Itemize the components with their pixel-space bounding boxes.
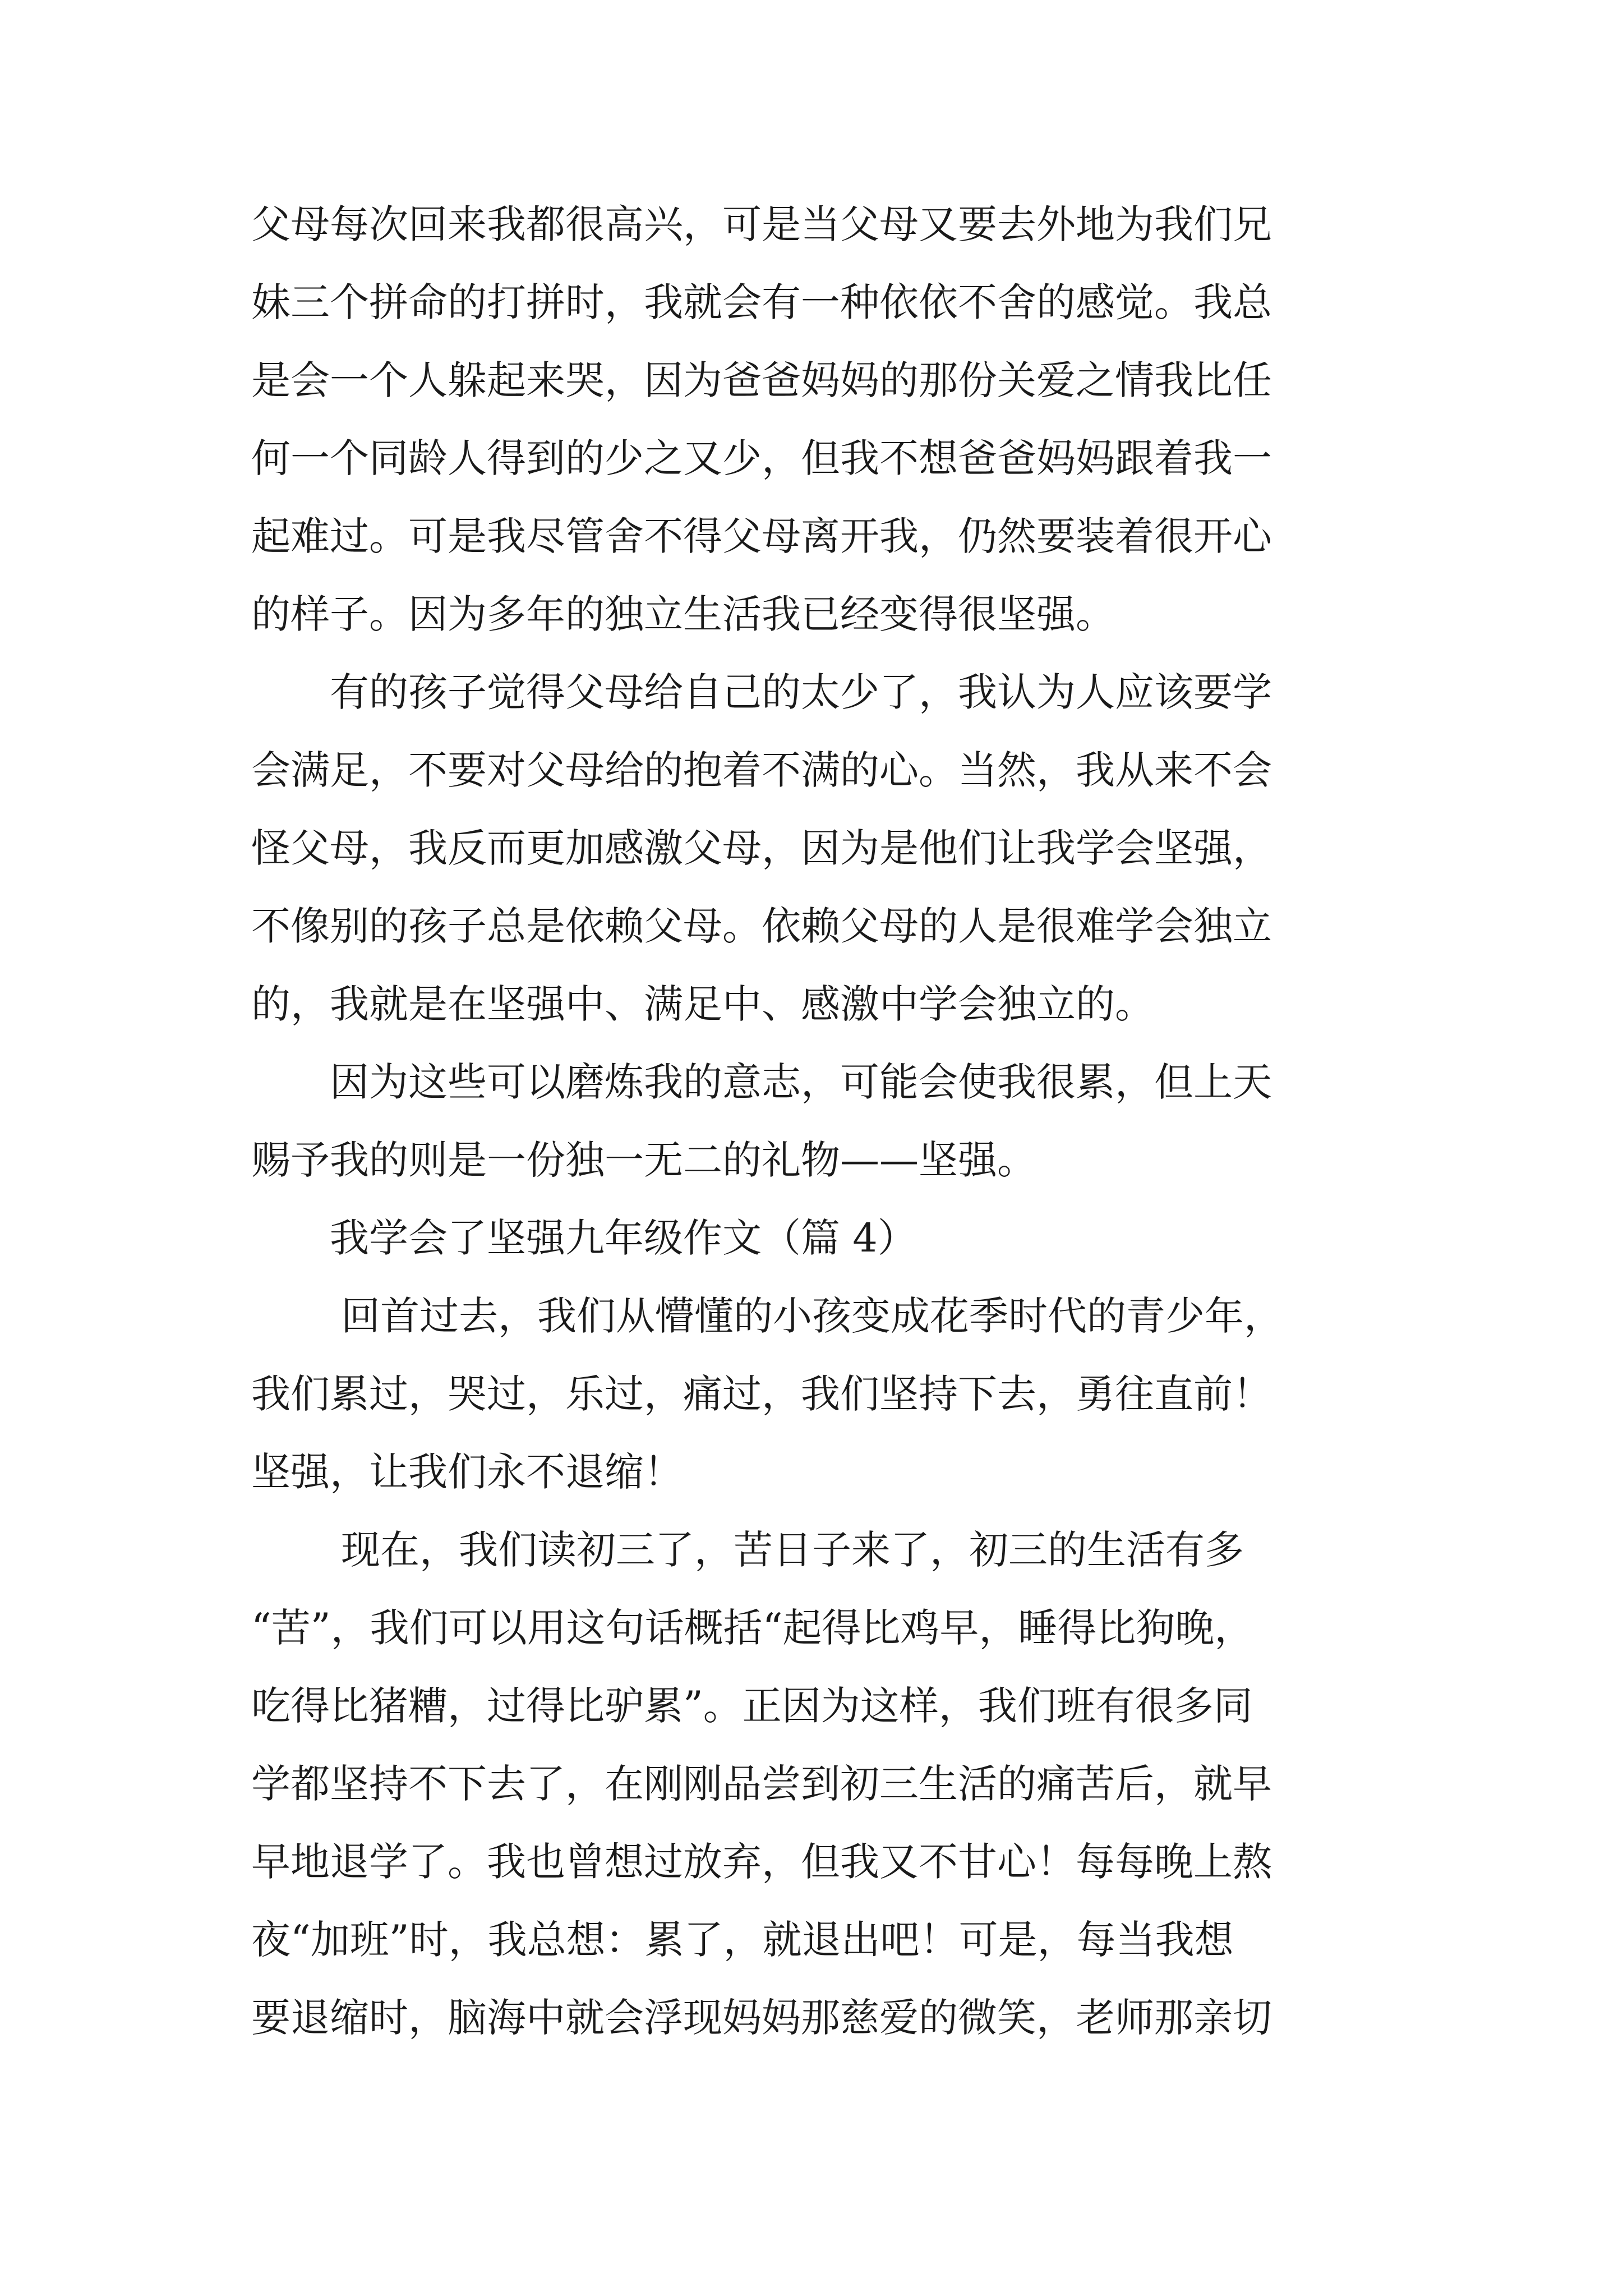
text-line-4: 何一个同龄人得到的少之又少，但我不想爸爸妈妈跟着我一: [251, 435, 1272, 481]
text-line-8: 会满足，不要对父母给的抱着不满的心。当然，我从来不会: [251, 747, 1272, 793]
text-line-23: 夜“加班”时，我总想：累了，就退出吧！可是，每当我想: [251, 1917, 1234, 1963]
text-line-7: 有的孩子觉得父母给自己的太少了，我认为人应该要学: [330, 669, 1272, 715]
text-line-6: 的样子。因为多年的独立生活我已经变得很坚强。: [251, 591, 1115, 637]
text-line-19: “苦”，我们可以用这句话概括“起得比鸡早，睡得比狗晚，: [251, 1605, 1254, 1651]
text-line-5: 起难过。可是我尽管舍不得父母离开我，仍然要装着很开心: [251, 513, 1272, 559]
text-line-15: 回首过去，我们从懵懂的小孩变成花季时代的青少年，: [341, 1293, 1283, 1339]
text-line-1: 父母每次回来我都很高兴，可是当父母又要去外地为我们兄: [251, 201, 1272, 247]
section-heading: 我学会了坚强九年级作文（篇 4）: [330, 1215, 917, 1261]
text-line-18: 现在，我们读初三了，苦日子来了，初三的生活有多: [341, 1527, 1244, 1573]
text-line-17: 坚强，让我们永不退缩！: [251, 1449, 683, 1495]
text-line-21: 学都坚持不下去了，在刚刚品尝到初三生活的痛苦后，就早: [251, 1761, 1272, 1807]
text-line-3: 是会一个人躲起来哭，因为爸爸妈妈的那份关爱之情我比任: [251, 357, 1272, 403]
text-line-11: 的，我就是在坚强中、满足中、感激中学会独立的。: [251, 981, 1154, 1027]
text-line-10: 不像别的孩子总是依赖父母。依赖父母的人是很难学会独立: [251, 903, 1272, 949]
text-line-12: 因为这些可以磨炼我的意志，可能会使我很累，但上天: [330, 1059, 1272, 1105]
text-line-16: 我们累过，哭过，乐过，痛过，我们坚持下去，勇往直前！: [251, 1371, 1272, 1417]
text-line-24: 要退缩时，脑海中就会浮现妈妈那慈爱的微笑，老师那亲切: [251, 1995, 1272, 2041]
text-line-22: 早地退学了。我也曾想过放弃，但我又不甘心！每每晚上熬: [251, 1839, 1272, 1885]
text-line-9: 怪父母，我反而更加感激父母，因为是他们让我学会坚强，: [251, 825, 1272, 871]
text-line-20: 吃得比猪糟，过得比驴累”。正因为这样，我们班有很多同: [251, 1683, 1253, 1729]
text-line-2: 妹三个拼命的打拼时，我就会有一种依依不舍的感觉。我总: [251, 279, 1272, 325]
text-line-13: 赐予我的则是一份独一无二的礼物——坚强。: [251, 1137, 1036, 1183]
